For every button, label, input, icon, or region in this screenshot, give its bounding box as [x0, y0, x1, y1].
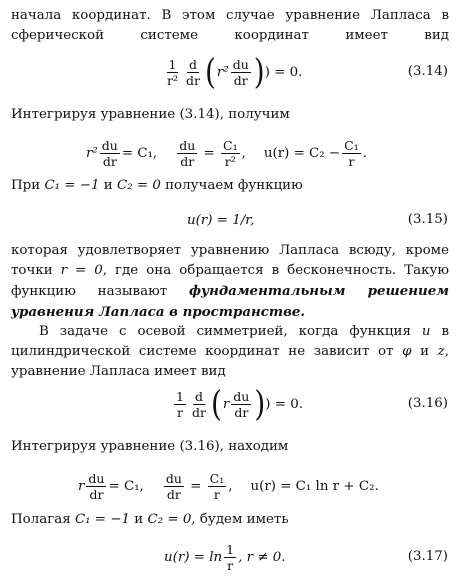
paragraph-integrate-2: Интегрируя уравнение (3.16), находим: [11, 439, 289, 454]
equation-3-14: $\frac{1}{\text{r²}}$ $\frac{d}{dr}$ ( r² $\frac{du}{dr}$ ) ) = 0. (3.14): [167, 50, 448, 92]
paragraph-axial: В задаче с осевой симметрией, когда функция u в цилиндрической системе координат не зависит от φ и z, уравнение Лапласа имеет вид: [11, 324, 449, 379]
fraction: $\frac{1}{\text{r²}}$: [167, 56, 178, 88]
paragraph-constants-1: При C₁ = −1 и C₂ = 0 получаем функцию: [11, 178, 303, 193]
equation-number: (3.14): [407, 64, 448, 79]
fraction: $\frac{du}{dr}$: [232, 56, 249, 88]
equation-3-17: u(r) = ln $\frac{1}{r}$ , r ≠ 0. (3.17): [0, 537, 459, 577]
paragraph-fundamental: которая удовлетворяет уравнению Лапласа всюду, кроме точки r = 0, где она обращается в бесконечность. Такую функцию называют фундаментальным решением уравнения Лапласа в пространстве.: [11, 243, 450, 320]
equation-3-15: u(r) = 1/r, (3.15): [0, 200, 459, 240]
paragraph-integrate-1: Интегрируя уравнение (3.14), получим: [11, 107, 290, 122]
equation-number: (3.15): [407, 212, 448, 227]
equation-3-16: $\frac{1}{r}$ $\frac{d}{dr}$ ( r $\frac{du}{dr}$ ) ) = 0. (3.16): [176, 382, 448, 424]
equation-integral-spherical: r² $\frac{du}{dr}$ = C₁, $\frac{du}{dr}$ = $\frac{\text{C₁}}{\text{r²}}$ , u(r) = C₂ − $\frac{\text{C₁}}{r}$ .: [86, 137, 367, 169]
equation-integral-cylindrical: r $\frac{du}{dr}$ = C₁, $\frac{du}{dr}$ = $\frac{\text{C₁}}{r}$ , u(r) = C₁ ln r + C₂.: [78, 470, 379, 502]
equation-number: (3.16): [407, 396, 448, 411]
paragraph-intro: начала координат. В этом случае уравнение Лапласа в сферической системе координат имеет вид: [11, 8, 449, 43]
equation-number: (3.17): [407, 549, 448, 564]
fraction: $\frac{d}{dr}$: [186, 56, 200, 88]
paragraph-constants-2: Полагая C₁ = −1 и C₂ = 0, будем иметь: [11, 512, 289, 527]
fundamental-solution-term: фундаментальным решением уравнения Лапласа в пространстве.: [11, 283, 449, 320]
